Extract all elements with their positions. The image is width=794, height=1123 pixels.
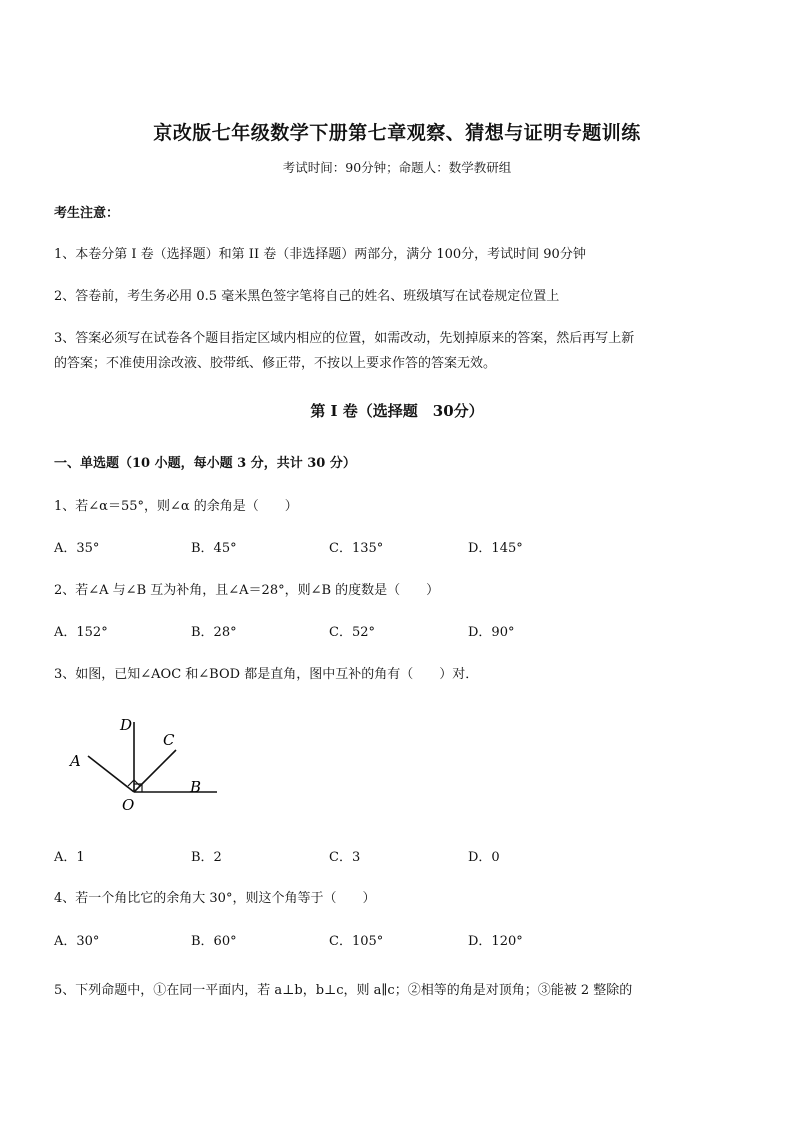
option-d: D．145° (468, 541, 523, 556)
option-a: A．35° (54, 541, 100, 556)
option-a: A．152° (54, 625, 108, 640)
question-stem: 3、如图，已知∠AOC 和∠BOD 都是直角，图中互补的角有（ ）对． (54, 667, 479, 682)
page-title: 京改版七年级数学下册第七章观察、猜想与证明专题训练 (153, 122, 641, 144)
option-b: B．2 (191, 850, 222, 865)
question-stem: 1、若∠α＝55°，则∠α 的余角是（ ） (54, 499, 298, 514)
note-item: 2、答卷前，考生务必用 0.5 毫米黑色签字笔将自己的姓名、班级填写在试卷规定位置上 (54, 289, 560, 304)
option-b: B．28° (191, 625, 237, 640)
section-title: 第 I 卷（选择题 30分） (310, 402, 484, 420)
notes-heading: 考生注意： (54, 206, 120, 221)
label-o: O (122, 796, 135, 814)
angle-figure (62, 710, 232, 820)
option-d: D．0 (468, 850, 500, 865)
option-b: B．45° (191, 541, 237, 556)
part-heading: 一、单选题（10 小题，每小题 3 分，共计 30 分） (54, 456, 356, 471)
question-stem: 5、下列命题中，①在同一平面内，若 a⊥b，b⊥c，则 a∥c；②相等的角是对顶角；③能被 2 整除的 (54, 983, 633, 998)
option-c: C．105° (329, 934, 384, 949)
option-d: D．120° (468, 934, 523, 949)
option-d: D．90° (468, 625, 515, 640)
label-a: A (70, 752, 81, 770)
question-stem: 4、若一个角比它的余角大 30°，则这个角等于（ ） (54, 891, 376, 906)
option-b: B．60° (191, 934, 237, 949)
note-item: 3、答案必须写在试卷各个题目指定区域内相应的位置，如需改动，先划掉原来的答案，然后再写上新 (54, 331, 635, 346)
question-stem: 2、若∠A 与∠B 互为补角，且∠A＝28°，则∠B 的度数是（ ） (54, 583, 440, 598)
label-d: D (120, 716, 133, 734)
note-item: 的答案；不准使用涂改液、胶带纸、修正带，不按以上要求作答的答案无效。 (54, 356, 497, 371)
exam-info: 考试时间：90分钟；命题人：数学教研组 (282, 160, 512, 175)
option-a: A．1 (54, 850, 85, 865)
label-b: B (190, 778, 202, 796)
option-c: C．52° (329, 625, 375, 640)
option-a: A．30° (54, 934, 100, 949)
label-c: C (163, 731, 175, 749)
ray-oa (88, 756, 134, 792)
ray-oc (134, 750, 176, 792)
note-item: 1、本卷分第 I 卷（选择题）和第 II 卷（非选择题）两部分，满分 100分，考试时间 90分钟 (54, 247, 586, 262)
option-c: C．3 (329, 850, 361, 865)
option-c: C．135° (329, 541, 384, 556)
